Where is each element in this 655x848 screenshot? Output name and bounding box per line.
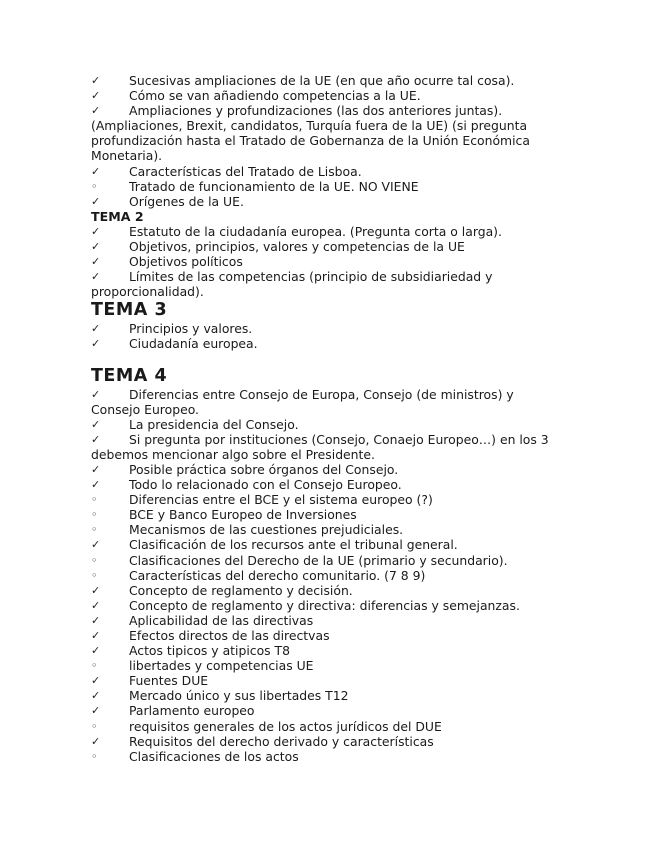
checkmark-icon: ✓ (91, 613, 101, 627)
list-item-text: Mecanismos de las cuestiones prejudiciales. (129, 522, 404, 538)
list-item (91, 336, 561, 351)
list-item (91, 492, 561, 507)
bullet-icon: ◦ (91, 749, 98, 763)
list-item (91, 432, 561, 462)
list-item-text: Todo lo relacionado con el Consejo Europeo. (129, 477, 402, 493)
checkmark-icon: ✓ (91, 538, 101, 552)
checkmark-icon: ✓ (91, 255, 101, 269)
list-item (91, 568, 561, 583)
checkmark-icon: ✓ (91, 387, 101, 401)
list-item (91, 598, 561, 613)
list-item-text: Diferencias entre el BCE y el sistema europeo (?) (129, 492, 433, 508)
spacer (91, 352, 561, 365)
checkmark-icon: ✓ (91, 74, 101, 87)
checkmark-icon: ✓ (91, 194, 101, 208)
checkmark-icon: ✓ (91, 462, 101, 476)
list-item (91, 73, 561, 88)
list-item (91, 387, 561, 417)
list-item (91, 507, 561, 522)
bullet-icon: ◦ (91, 493, 98, 507)
list-item (91, 522, 561, 537)
list-item-text: Orígenes de la UE. (129, 193, 244, 209)
list-item-text: Si pregunta por instituciones (Consejo, Conaejo Europeo…) en los 3 debemos mencionar algo sobre el Presidente. (91, 431, 549, 462)
document-page (91, 73, 561, 764)
list-item (91, 628, 561, 643)
list-item (91, 224, 561, 239)
list-item (91, 749, 561, 764)
list-item-text: Mercado único y sus libertades T12 (129, 688, 349, 704)
checkmark-icon: ✓ (91, 337, 101, 351)
list-item-text: Objetivos, principios, valores y competencias de la UE (129, 238, 465, 254)
list-item-text: Cómo se van añadiendo competencias a la UE. (129, 88, 421, 104)
list-item-text: Sucesivas ampliaciones de la UE (en que año ocurre tal cosa). (129, 73, 515, 88)
list-item-text: Estatuto de la ciudadanía europea. (Pregunta corta o larga). (129, 223, 502, 239)
list-item-text: Principios y valores. (129, 321, 253, 337)
list-item (91, 673, 561, 688)
list-item (91, 553, 561, 568)
checkmark-icon: ✓ (91, 164, 101, 178)
list-item-text: Clasificación de los recursos ante el tribunal general. (129, 537, 458, 553)
list-item (91, 719, 561, 734)
list-item (91, 164, 561, 179)
checkmark-icon: ✓ (91, 478, 101, 492)
list-item-text: Posible práctica sobre órganos del Consejo. (129, 461, 399, 477)
checkmark-icon: ✓ (91, 104, 101, 118)
list-item-text: Diferencias entre Consejo de Europa, Consejo (de ministros) y Consejo Europeo. (91, 386, 514, 417)
bullet-icon: ◦ (91, 568, 98, 582)
list-item (91, 417, 561, 432)
checkmark-icon: ✓ (91, 644, 101, 658)
list-item (91, 734, 561, 749)
list-item-text: libertades y competencias UE (129, 658, 314, 674)
list-item (91, 643, 561, 658)
list-item-text: Concepto de reglamento y decisión. (129, 582, 353, 598)
list-item-text: Ampliaciones y profundizaciones (las dos anteriores juntas). (Ampliaciones, Brexit, candidatos, Turquía fuera de la UE) (si pregunta profundización hasta el Tratado de Gobernanza de la Unión Económica Monetaria). (91, 103, 530, 164)
section-heading: TEMA 2 (91, 208, 144, 224)
list-item (91, 321, 561, 336)
checkmark-icon: ✓ (91, 322, 101, 336)
section-heading: TEMA 3 (91, 300, 168, 321)
bullet-icon: ◦ (91, 523, 98, 537)
list-item (91, 583, 561, 598)
checkmark-icon: ✓ (91, 417, 101, 431)
bullet-icon: ◦ (91, 179, 98, 193)
list-item-text: Clasificaciones del Derecho de la UE (primario y secundario). (129, 552, 508, 568)
checkmark-icon: ✓ (91, 598, 101, 612)
list-item-text: requisitos generales de los actos jurídicos del DUE (129, 718, 442, 734)
list-item (91, 688, 561, 703)
bullet-icon: ◦ (91, 508, 98, 522)
list-item-text: Concepto de reglamento y directiva: diferencias y semejanzas. (129, 597, 520, 613)
list-item-text: Tratado de funcionamiento de la UE. NO VIENE (129, 178, 419, 194)
list-item-text: Parlamento europeo (129, 703, 255, 719)
list-item-text: Efectos directos de las directvas (129, 628, 330, 643)
list-item-text: Fuentes DUE (129, 673, 209, 689)
checkmark-icon: ✓ (91, 89, 101, 103)
list-item (91, 658, 561, 673)
list-item (91, 477, 561, 492)
checkmark-icon: ✓ (91, 270, 101, 284)
checkmark-icon: ✓ (91, 734, 101, 748)
checkmark-icon: ✓ (91, 583, 101, 597)
list-item (91, 103, 561, 163)
list-item-text: La presidencia del Consejo. (129, 416, 299, 432)
list-item (91, 254, 561, 269)
list-item-text: Requisitos del derecho derivado y características (129, 733, 434, 749)
checkmark-icon: ✓ (91, 689, 101, 703)
list-item (91, 194, 561, 209)
list-item (91, 239, 561, 254)
list-item (91, 269, 561, 299)
section-heading: TEMA 4 (91, 365, 168, 386)
list-item-text: Aplicabilidad de las directivas (129, 612, 314, 628)
list-item (91, 88, 561, 103)
checkmark-icon: ✓ (91, 629, 101, 642)
list-item-text: Límites de las competencias (principio de subsidiariedad y proporcionalidad). (91, 269, 493, 300)
list-item-text: BCE y Banco Europeo de Inversiones (129, 507, 357, 523)
bullet-icon: ◦ (91, 659, 98, 673)
list-item-text: Clasificaciones de los actos (129, 748, 299, 764)
list-item (91, 462, 561, 477)
list-item-text: Objetivos políticos (129, 254, 243, 270)
list-item (91, 179, 561, 194)
checkmark-icon: ✓ (91, 674, 101, 688)
list-item-text: Actos tipicos y atipicos T8 (129, 643, 291, 659)
list-item (91, 537, 561, 552)
checkmark-icon: ✓ (91, 704, 101, 718)
list-item-text: Características del derecho comunitario. (7 8 9) (129, 567, 426, 583)
list-item-text: Ciudadanía europea. (129, 336, 258, 352)
bullet-icon: ◦ (91, 553, 98, 567)
checkmark-icon: ✓ (91, 224, 101, 238)
list-item (91, 613, 561, 628)
list-item (91, 703, 561, 718)
checkmark-icon: ✓ (91, 432, 101, 446)
bullet-icon: ◦ (91, 719, 98, 733)
list-item-text: Características del Tratado de Lisboa. (129, 163, 362, 179)
checkmark-icon: ✓ (91, 239, 101, 253)
